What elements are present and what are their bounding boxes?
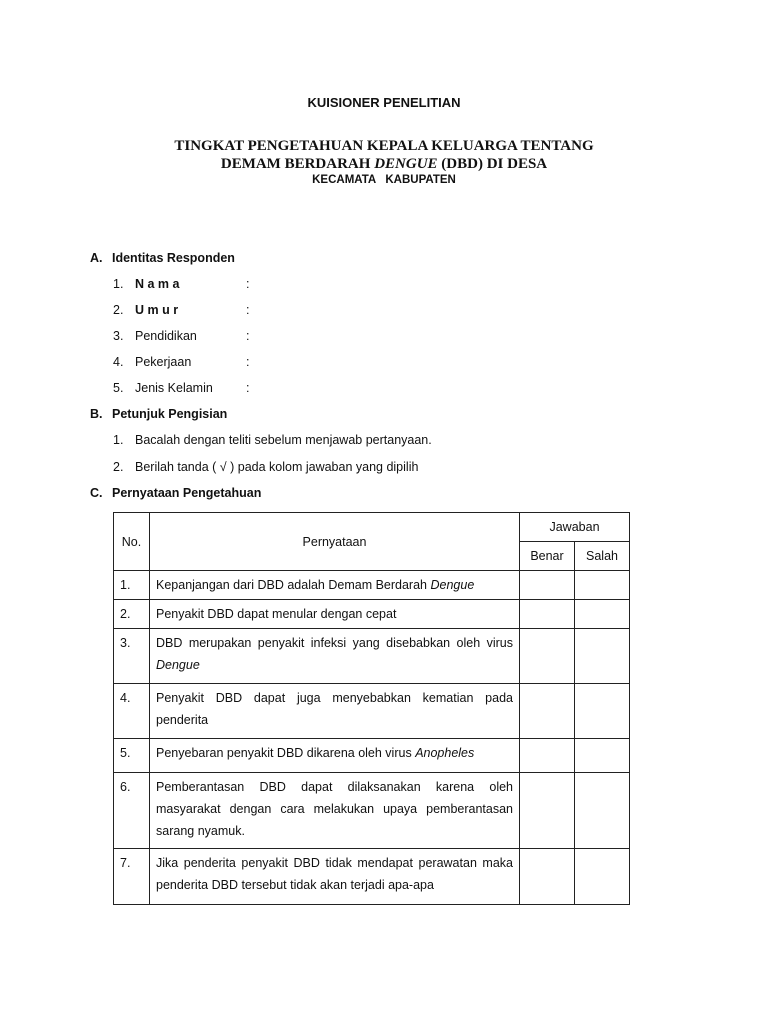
identity-number: 5. bbox=[113, 381, 124, 395]
instruction-item bbox=[113, 460, 418, 474]
section-a-heading bbox=[90, 251, 235, 265]
answer-true-cell[interactable] bbox=[520, 600, 575, 629]
identity-number: 2. bbox=[113, 303, 124, 317]
identity-colon: : bbox=[246, 277, 250, 291]
subtitle-line2-pre: DEMAM BERDARAH bbox=[220, 156, 375, 172]
instruction-text: Berilah tanda ( √ ) pada kolom jawaban yang dipilih bbox=[135, 460, 419, 474]
knowledge-statement-table bbox=[113, 512, 630, 905]
instruction-text: Bacalah dengan teliti sebelum menjawab pertanyaan. bbox=[135, 433, 432, 447]
section-b-heading bbox=[90, 407, 227, 421]
identity-label: Jenis Kelamin bbox=[135, 381, 213, 395]
row-number: 1. bbox=[114, 571, 150, 600]
row-number: 4. bbox=[114, 684, 150, 739]
document-subtitle-line3: KECAMATA KABUPATEN bbox=[312, 174, 456, 186]
row-number: 2. bbox=[114, 600, 150, 629]
section-b-label: Petunjuk Pengisian bbox=[112, 407, 228, 421]
instruction-number: 1. bbox=[113, 433, 124, 447]
identity-item-name bbox=[113, 277, 179, 291]
table-row bbox=[114, 684, 630, 739]
identity-number: 3. bbox=[113, 329, 124, 343]
answer-true-cell[interactable] bbox=[520, 571, 575, 600]
table-row bbox=[114, 629, 630, 684]
answer-false-cell[interactable] bbox=[575, 571, 630, 600]
section-a-letter: A. bbox=[90, 251, 103, 265]
statement-text: Pemberantasan DBD dapat dilaksanakan karena oleh masyarakat dengan cara melakukan upaya pemberantasan sarang nyamuk. bbox=[156, 780, 513, 838]
section-b-letter: B. bbox=[90, 407, 103, 421]
header-no: No. bbox=[114, 513, 150, 571]
answer-false-cell[interactable] bbox=[575, 773, 630, 849]
header-answer: Jawaban bbox=[520, 513, 630, 542]
statement-italic: Dengue bbox=[156, 658, 200, 672]
statement-text: DBD merupakan penyakit infeksi yang disebabkan oleh virus bbox=[156, 636, 513, 650]
identity-label: U m u r bbox=[135, 303, 179, 317]
identity-number: 1. bbox=[113, 277, 124, 291]
answer-false-cell[interactable] bbox=[575, 739, 630, 773]
identity-label: Pekerjaan bbox=[135, 355, 192, 369]
table-row bbox=[114, 739, 630, 773]
header-true: Benar bbox=[520, 542, 575, 571]
answer-true-cell[interactable] bbox=[520, 849, 575, 905]
instruction-number: 2. bbox=[113, 460, 124, 474]
statement-text: Kepanjangan dari DBD adalah Demam Berdarah bbox=[156, 578, 431, 592]
identity-item-age bbox=[113, 303, 178, 317]
section-c-heading bbox=[90, 486, 261, 500]
table-row bbox=[114, 600, 630, 629]
subtitle-line2-post: (DBD) DI DESA bbox=[437, 156, 548, 172]
answer-false-cell[interactable] bbox=[575, 600, 630, 629]
identity-label: Pendidikan bbox=[135, 329, 197, 343]
identity-item-gender bbox=[113, 381, 213, 395]
identity-label: N a m a bbox=[135, 277, 180, 291]
row-statement bbox=[150, 739, 520, 773]
document-title: KUISIONER PENELITIAN bbox=[307, 95, 461, 110]
row-statement bbox=[150, 600, 520, 629]
instruction-item bbox=[113, 433, 432, 447]
table-row bbox=[114, 849, 630, 905]
row-number: 3. bbox=[114, 629, 150, 684]
row-statement bbox=[150, 849, 520, 905]
table-row bbox=[114, 773, 630, 849]
identity-colon: : bbox=[246, 303, 250, 317]
identity-colon: : bbox=[246, 355, 250, 369]
header-false: Salah bbox=[575, 542, 630, 571]
section-c-label: Pernyataan Pengetahuan bbox=[112, 486, 262, 500]
identity-colon: : bbox=[246, 381, 250, 395]
document-subtitle-line1: TINGKAT PENGETAHUAN KEPALA KELUARGA TENTANG bbox=[174, 138, 594, 154]
section-a-label: Identitas Responden bbox=[112, 251, 235, 265]
identity-item-education bbox=[113, 329, 197, 343]
row-statement bbox=[150, 773, 520, 849]
row-statement bbox=[150, 571, 520, 600]
answer-true-cell[interactable] bbox=[520, 684, 575, 739]
statement-text: Penyakit DBD dapat juga menyebabkan kematian pada penderita bbox=[156, 691, 513, 727]
answer-true-cell[interactable] bbox=[520, 739, 575, 773]
document-subtitle-line2 bbox=[0, 156, 768, 173]
answer-false-cell[interactable] bbox=[575, 684, 630, 739]
statement-italic: Anopheles bbox=[415, 746, 475, 760]
row-statement bbox=[150, 629, 520, 684]
answer-true-cell[interactable] bbox=[520, 773, 575, 849]
row-statement bbox=[150, 684, 520, 739]
section-c-letter: C. bbox=[90, 486, 103, 500]
answer-true-cell[interactable] bbox=[520, 629, 575, 684]
identity-item-job bbox=[113, 355, 191, 369]
answer-false-cell[interactable] bbox=[575, 849, 630, 905]
answer-false-cell[interactable] bbox=[575, 629, 630, 684]
statement-text: Penyakit DBD dapat menular dengan cepat bbox=[156, 607, 397, 621]
subtitle-line2-italic: DENGUE bbox=[374, 156, 438, 172]
statement-italic: Dengue bbox=[430, 578, 475, 592]
row-number: 7. bbox=[114, 849, 150, 905]
table-row bbox=[114, 571, 630, 600]
statement-text: Jika penderita penyakit DBD tidak mendapat perawatan maka penderita DBD tersebut tidak akan terjadi apa-apa bbox=[156, 856, 513, 892]
row-number: 5. bbox=[114, 739, 150, 773]
row-number: 6. bbox=[114, 773, 150, 849]
identity-number: 4. bbox=[113, 355, 124, 369]
statement-text: Penyebaran penyakit DBD dikarena oleh virus bbox=[156, 746, 416, 760]
header-statement: Pernyataan bbox=[150, 513, 520, 571]
identity-colon: : bbox=[246, 329, 250, 343]
